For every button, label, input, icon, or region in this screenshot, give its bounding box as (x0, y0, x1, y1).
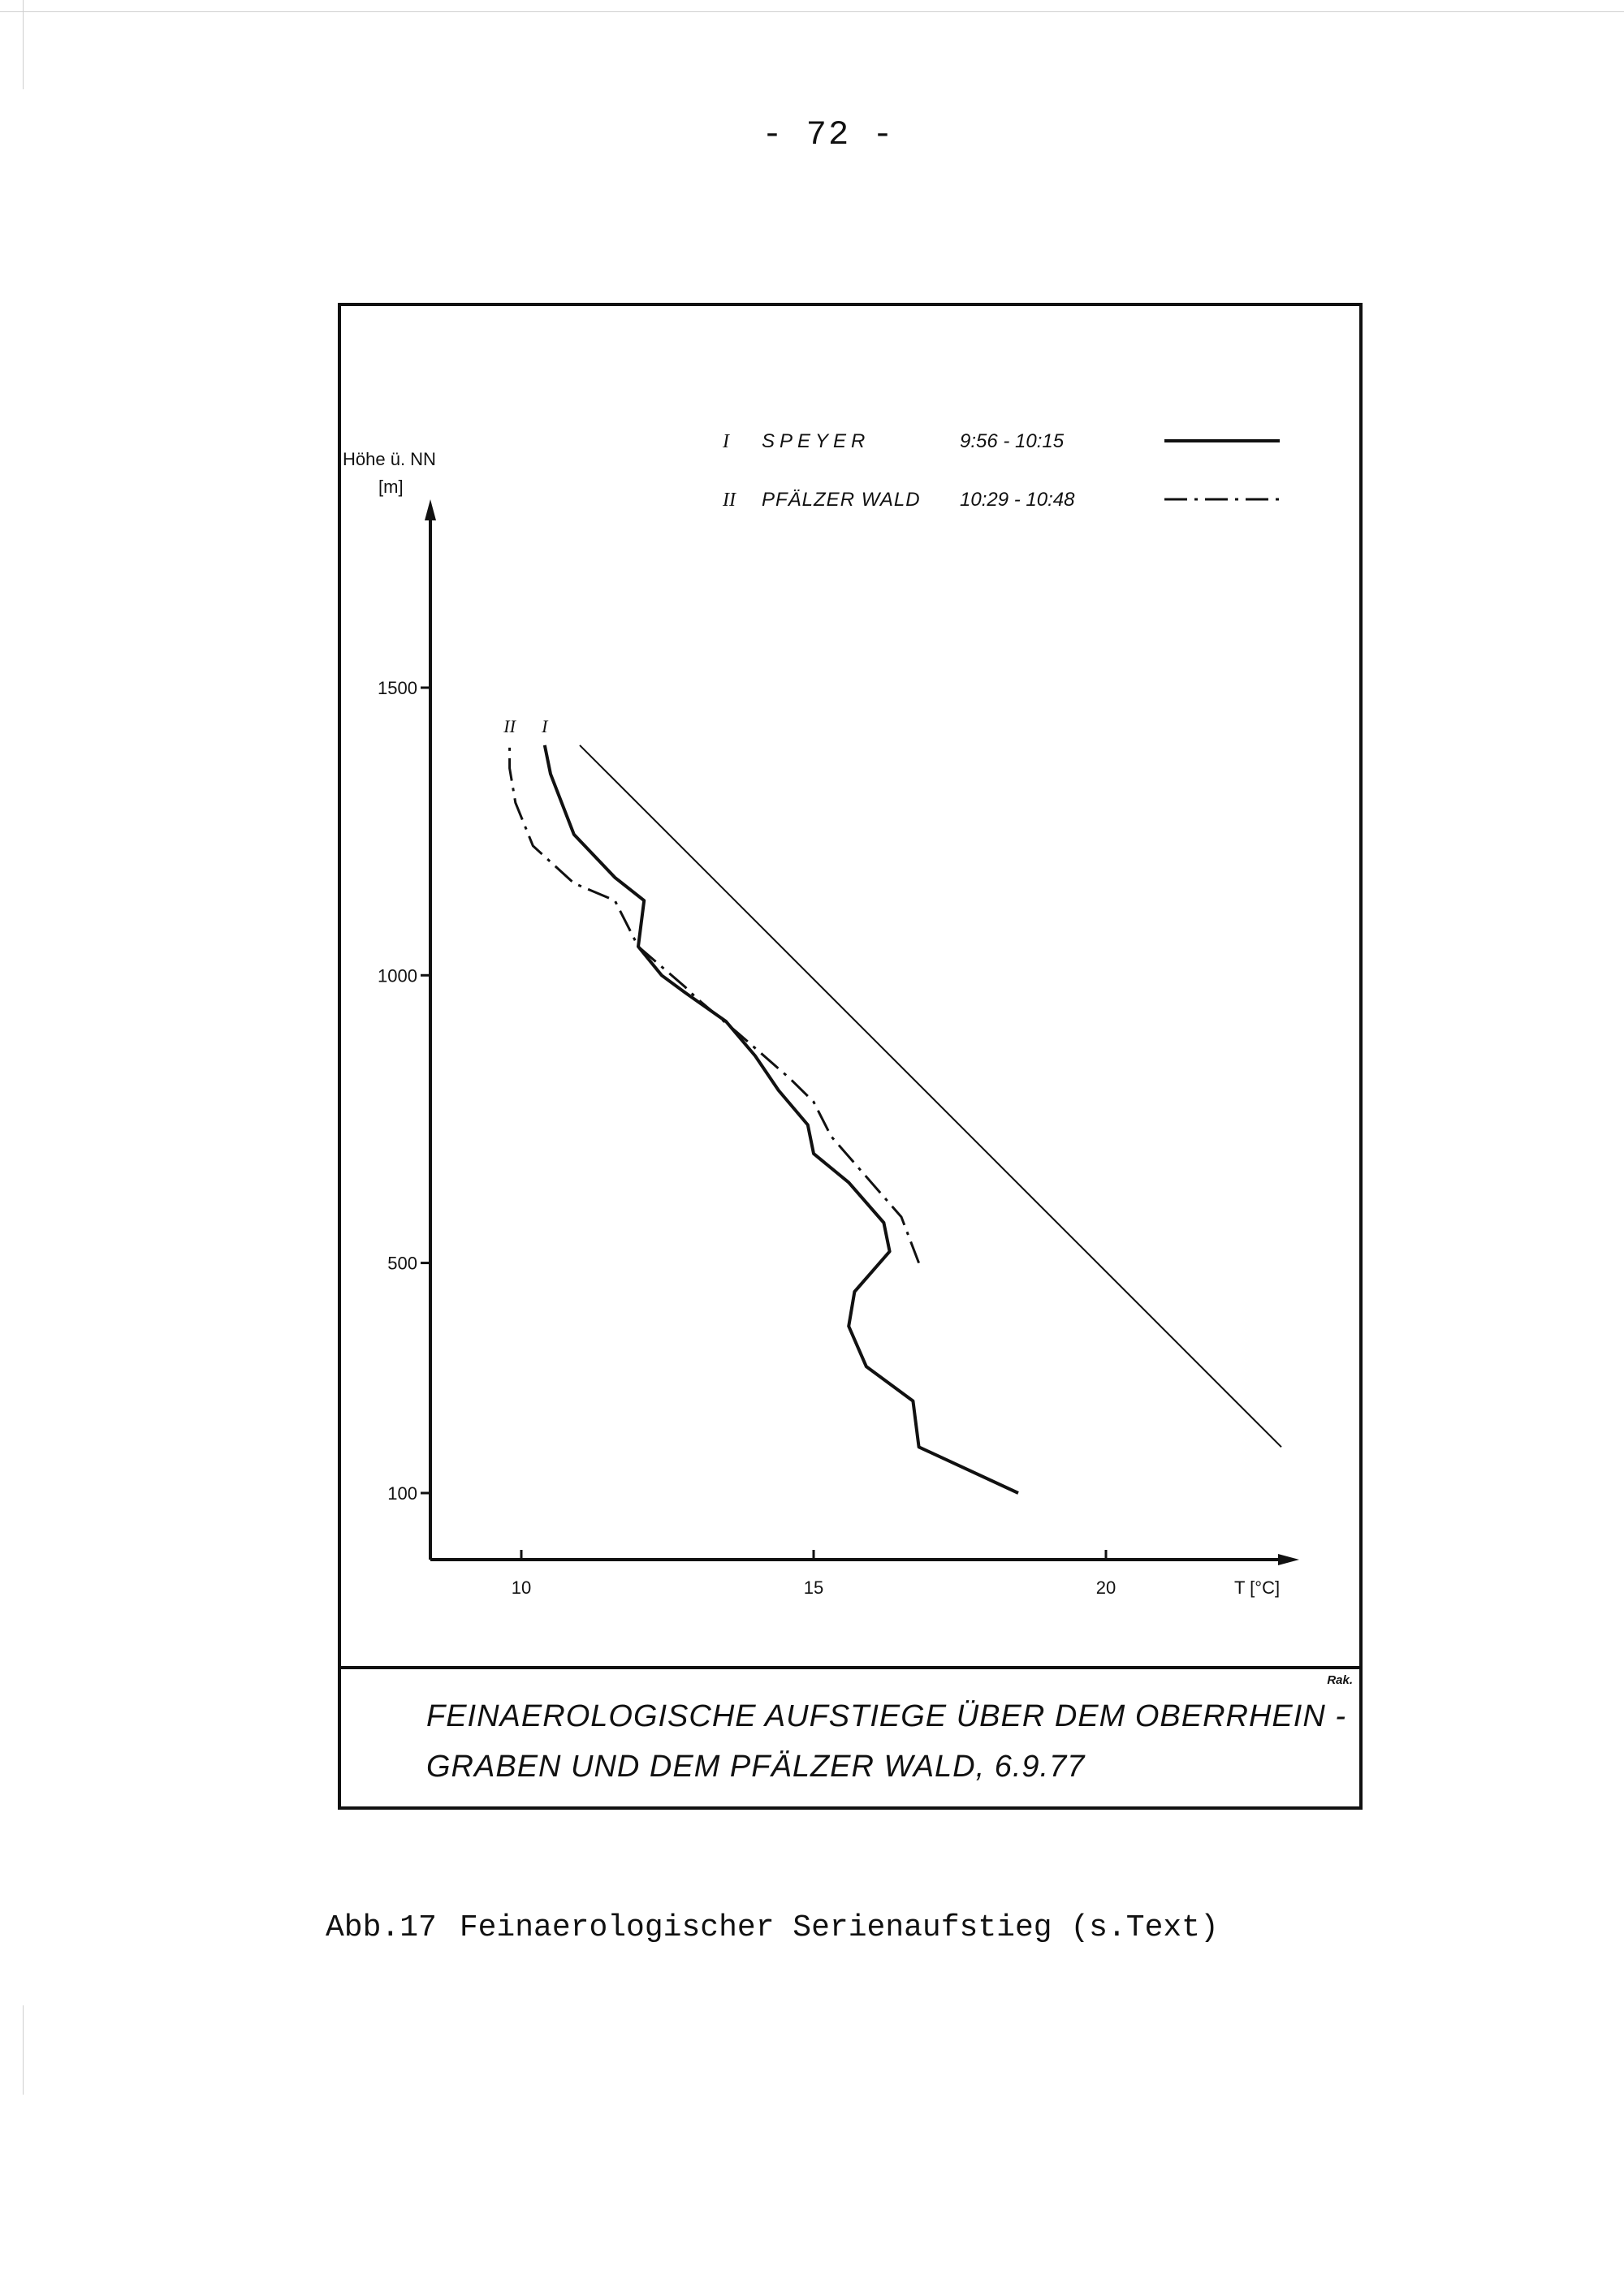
x-axis-arrow (1278, 1554, 1299, 1565)
scan-edge-line (0, 11, 1624, 12)
figure-caption-text: Feinaerologischer Serienaufstieg (s.Text) (459, 1910, 1219, 1945)
y-tick-label: 1000 (378, 965, 417, 986)
figure-caption-number: Abb.17 (326, 1910, 437, 1945)
chart-legend (722, 430, 1280, 511)
series-end-label: I (542, 715, 548, 736)
y-axis-unit: [m] (378, 477, 404, 497)
x-axis-label: T [°C] (1234, 1577, 1281, 1598)
y-tick-label: 1500 (378, 678, 417, 698)
x-tick-label: 20 (1095, 1577, 1116, 1598)
legend-name: PFÄLZER WALD (762, 489, 921, 511)
scan-edge-line (23, 0, 24, 89)
figure-title-line-2: GRABEN UND DEM PFÄLZER WALD, 6.9.77 (426, 1750, 1086, 1784)
legend-time: 10:29 - 10:48 (960, 489, 1075, 511)
chart-series (510, 745, 1281, 1493)
legend-name: SPEYER (762, 430, 870, 452)
series-line-3 (580, 745, 1281, 1447)
legend-id: I (723, 431, 729, 452)
y-axis-label: Höhe ü. NN (343, 449, 436, 469)
y-tick-label: 100 (387, 1483, 417, 1504)
scan-edge-line (23, 2005, 24, 2095)
series-end-label: II (503, 715, 516, 736)
page-number: - 72 - (762, 115, 895, 154)
y-axis-arrow (425, 499, 436, 520)
caption-divider (341, 1666, 1359, 1669)
x-tick-label: 10 (511, 1577, 532, 1598)
profile-chart (341, 306, 1359, 1664)
figure-caption (326, 1910, 1219, 1945)
figure-title-line-1: FEINAEROLOGISCHE AUFSTIEGE ÜBER DEM OBERRHEIN - (426, 1699, 1346, 1733)
series-line-1 (545, 745, 1018, 1493)
legend-id: II (723, 490, 736, 511)
y-tick-label: 500 (387, 1253, 417, 1274)
x-tick-label: 15 (803, 1577, 824, 1598)
figure-frame (338, 303, 1363, 1810)
chart-axes (425, 499, 1299, 1565)
author-mark: Rak. (1327, 1673, 1353, 1687)
chart-ticks (378, 678, 1116, 1598)
legend-time: 9:56 - 10:15 (960, 430, 1065, 452)
chart-labels (343, 449, 1280, 1598)
